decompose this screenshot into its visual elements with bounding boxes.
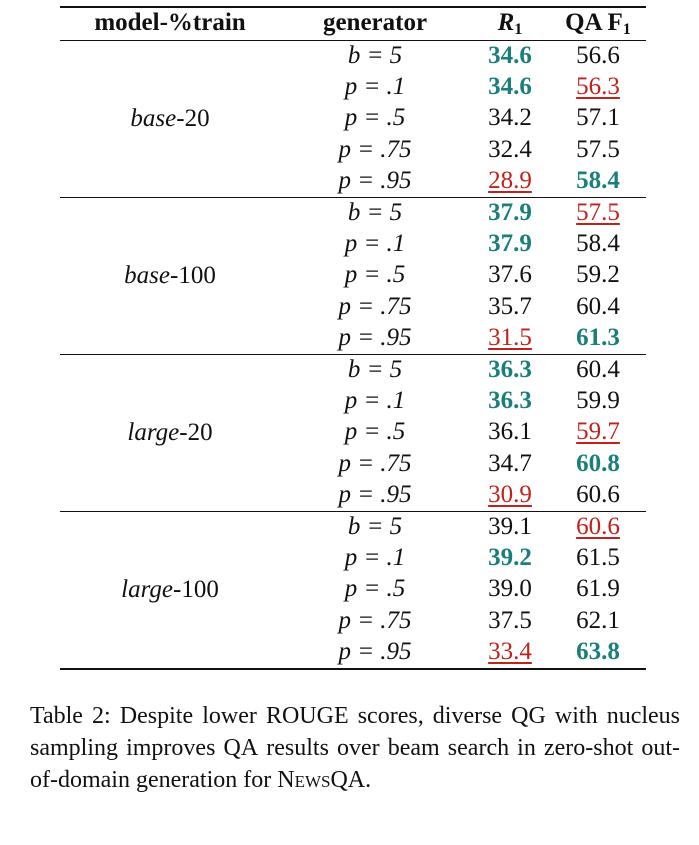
- qa-f1-cell: 58.4: [576, 166, 620, 194]
- generator-cell: b = 5: [347, 42, 403, 69]
- qa-f1-cell: 61.5: [576, 544, 620, 572]
- r1-cell: 39.0: [488, 575, 532, 603]
- generator-cell: p = .5: [344, 575, 406, 603]
- qa-f1-cell: 60.6: [576, 513, 620, 540]
- r1-cell: 34.6: [488, 73, 532, 101]
- qa-f1-cell: 61.3: [576, 323, 620, 351]
- qa-f1-cell: 63.8: [576, 637, 620, 665]
- r1-cell: 39.2: [488, 544, 532, 572]
- generator-cell: p = .75: [338, 449, 412, 477]
- r1-cell: 31.5: [488, 323, 532, 351]
- r1-cell: 36.3: [488, 387, 532, 415]
- generator-cell: p = .1: [344, 544, 406, 572]
- header-r1: $R_1$: [497, 9, 523, 39]
- r1-cell: 37.9: [488, 199, 532, 226]
- r1-cell: 34.7: [488, 449, 532, 477]
- r1-cell: 37.9: [488, 230, 532, 258]
- r1-cell: 28.9: [488, 166, 532, 194]
- r1-cell: 37.5: [488, 606, 532, 634]
- qa-f1-cell: 60.4: [576, 356, 620, 383]
- model-group-label: base-100: [124, 261, 216, 289]
- r1-cell: 34.2: [488, 104, 532, 132]
- header-qa-f1: QA $F_1$: [565, 9, 631, 39]
- qa-f1-cell: 60.8: [576, 449, 620, 477]
- qa-f1-cell: 60.4: [576, 292, 620, 320]
- model-group-label: large-20: [127, 418, 213, 446]
- qa-f1-cell: 59.9: [576, 387, 620, 415]
- generator-cell: p = .1: [344, 387, 406, 415]
- model-group-label: large-100: [121, 575, 219, 603]
- qa-f1-cell: 58.4: [576, 230, 620, 258]
- qa-f1-cell: 57.1: [576, 104, 620, 132]
- generator-cell: p = .5: [344, 418, 406, 446]
- qa-f1-cell: 56.3: [576, 73, 620, 101]
- qa-f1-cell: 61.9: [576, 575, 620, 603]
- generator-cell: p = .1: [344, 230, 406, 258]
- qa-f1-cell: 60.6: [576, 480, 620, 508]
- qa-f1-cell: 56.6: [576, 42, 620, 69]
- r1-cell: 39.1: [488, 513, 532, 540]
- generator-cell: p = .95: [338, 166, 412, 194]
- r1-cell: 37.6: [488, 261, 532, 289]
- generator-cell: p = .75: [338, 135, 412, 163]
- r1-cell: 36.3: [488, 356, 532, 383]
- r1-cell: 34.6: [488, 42, 532, 69]
- qa-f1-cell: 57.5: [576, 199, 620, 226]
- header-generator: generator: [322, 9, 428, 36]
- generator-cell: b = 5: [347, 356, 403, 383]
- bottom-rule: [60, 668, 646, 670]
- qa-f1-cell: 62.1: [576, 606, 620, 634]
- generator-cell: b = 5: [347, 513, 403, 540]
- table-caption: Table 2: Despite lower ROUGE scores, diverse QG with nucleus sampling improves QA results over beam search in zero-shot out-of-domain generation for NewsQA.: [30, 703, 681, 793]
- r1-cell: 32.4: [488, 135, 532, 163]
- generator-cell: p = .5: [344, 261, 406, 289]
- qa-f1-cell: 59.7: [576, 418, 620, 446]
- model-group-label: base-20: [130, 104, 210, 132]
- generator-cell: p = .5: [344, 104, 406, 132]
- qa-f1-cell: 57.5: [576, 135, 620, 163]
- generator-cell: p = .75: [338, 292, 412, 320]
- generator-cell: p = .75: [338, 606, 412, 634]
- header-model: model-%train: [94, 9, 246, 36]
- generator-cell: p = .95: [338, 637, 412, 665]
- r1-cell: 35.7: [488, 292, 532, 320]
- generator-cell: b = 5: [347, 199, 403, 226]
- r1-cell: 33.4: [488, 637, 532, 665]
- generator-cell: p = .1: [344, 73, 406, 101]
- qa-f1-cell: 59.2: [576, 261, 620, 289]
- generator-cell: p = .95: [338, 480, 412, 508]
- r1-cell: 30.9: [488, 480, 532, 508]
- r1-cell: 36.1: [488, 418, 532, 446]
- generator-cell: p = .95: [338, 323, 412, 351]
